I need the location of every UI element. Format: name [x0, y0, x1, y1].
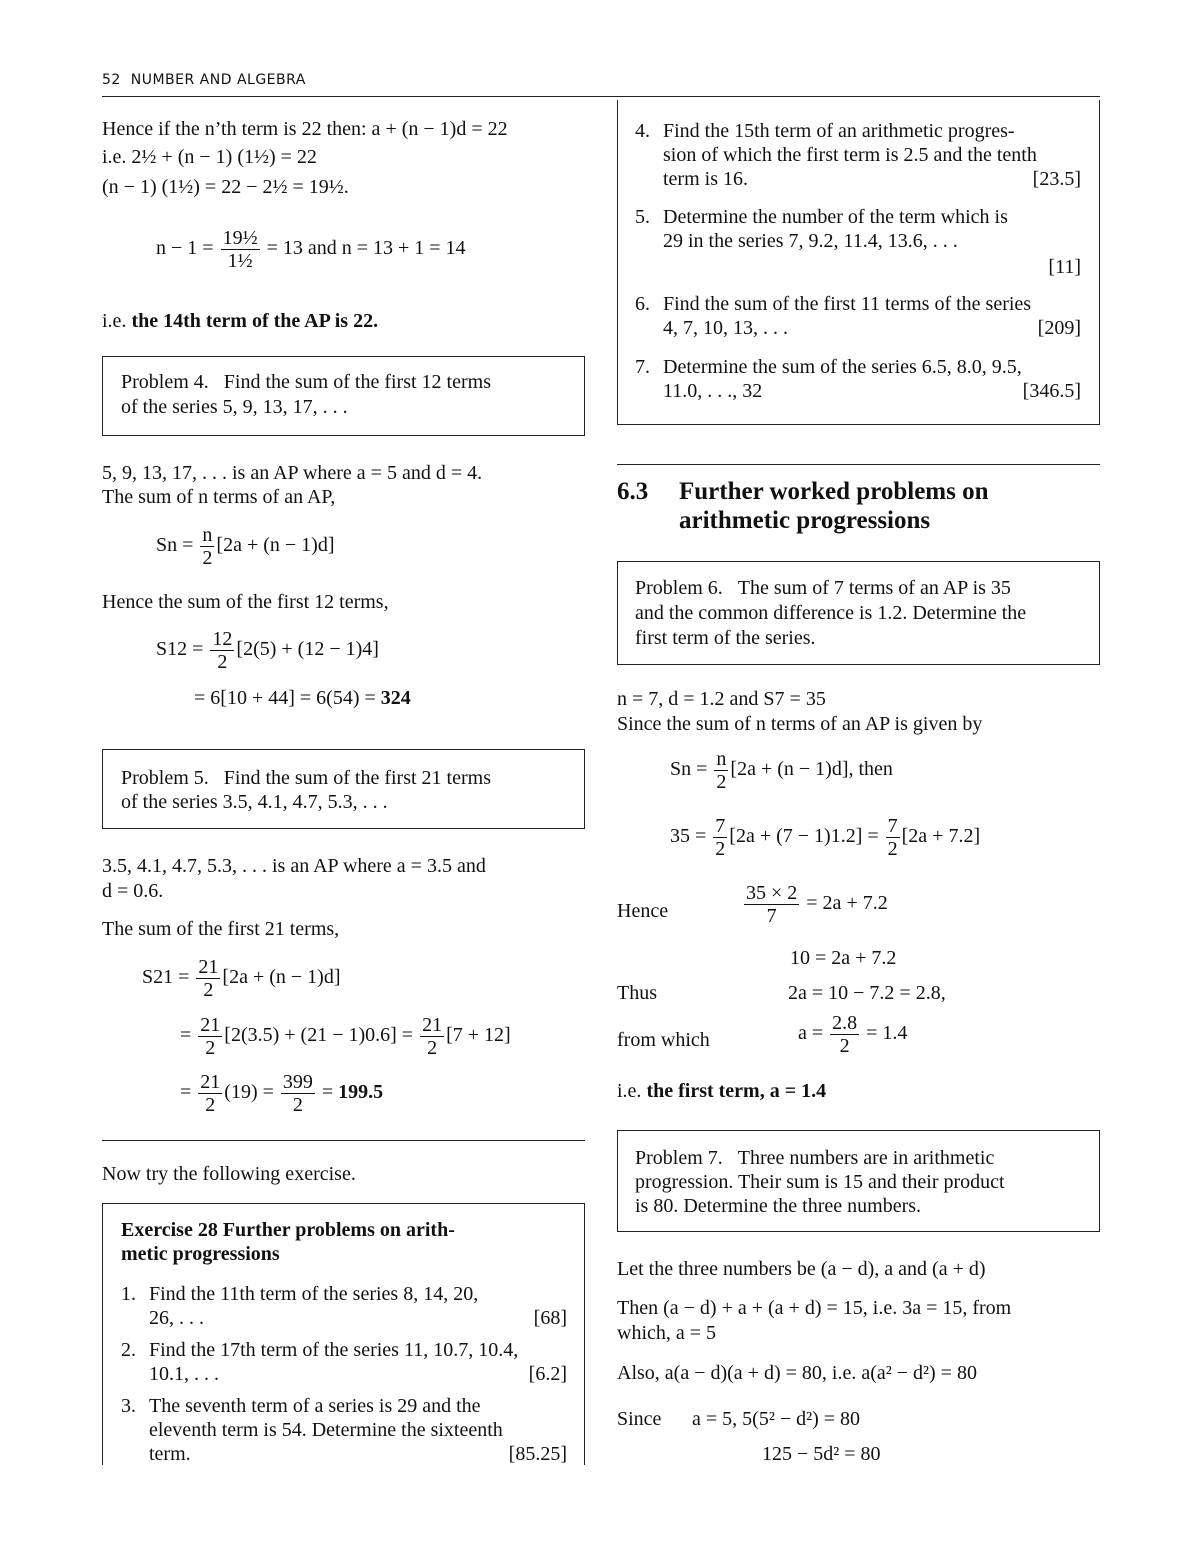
- conclusion: [102, 309, 378, 333]
- eq-right: = 2a + 7.2: [806, 892, 888, 915]
- denominator: 7: [766, 905, 777, 927]
- eq-left: 35 =: [670, 825, 707, 848]
- section-title: arithmetic progressions: [679, 507, 931, 534]
- fraction: [420, 1014, 444, 1059]
- denominator: 2: [716, 771, 727, 793]
- text-line: i.e. 2½ + (n − 1) (1½) = 22: [102, 146, 317, 168]
- fraction: [830, 1012, 859, 1057]
- label-hence: Hence: [617, 900, 669, 922]
- item-answer: [11]: [1048, 256, 1081, 278]
- denominator: 2: [839, 1035, 850, 1057]
- chapter-title: NUMBER AND ALGEBRA: [130, 72, 306, 88]
- equation: [798, 1012, 907, 1057]
- numerator: 35 × 2: [746, 882, 798, 904]
- item-text: Determine the sum of the series 6.5, 8.0, 9.5,: [663, 356, 1022, 378]
- equation: [742, 882, 888, 927]
- text-line: Then (a − d) + a + (a + d) = 15, i.e. 3a = 15, from: [617, 1297, 1012, 1319]
- equation: a = 5, 5(5² − d²) = 80: [692, 1408, 861, 1430]
- conclusion-prefix: i.e.: [102, 310, 132, 332]
- label-thus: Thus: [617, 982, 657, 1004]
- section-rule: [102, 1140, 585, 1141]
- section-heading: [617, 477, 648, 506]
- item-text: 26, . . .: [149, 1307, 204, 1329]
- item-text: Determine the number of the term which is: [663, 206, 1008, 228]
- eq-mid: (19) =: [224, 1081, 274, 1104]
- numerator: n: [202, 524, 213, 546]
- numerator: 21: [198, 956, 219, 978]
- item-text: eleventh term is 54. Determine the sixteenth: [149, 1419, 503, 1441]
- text-line: Also, a(a − d)(a + d) = 80, i.e. a(a² − d²) = 80: [617, 1362, 977, 1384]
- item-answer: [6.2]: [528, 1363, 567, 1385]
- exercise-title: metic progressions: [121, 1243, 280, 1265]
- eq-left: S12 =: [156, 638, 204, 661]
- problem-line: and the common difference is 1.2. Determine the: [635, 602, 1027, 624]
- numerator: 19½: [222, 227, 258, 249]
- equation: 2a = 10 − 7.2 = 2.8,: [788, 982, 946, 1004]
- page-header: [102, 68, 306, 92]
- exercise-item: [635, 119, 1081, 193]
- conclusion-bold: the 14th term of the AP is 22.: [131, 310, 379, 332]
- fraction: [210, 628, 234, 673]
- exercise-item: [635, 292, 1081, 342]
- text-line: which, a = 5: [617, 1322, 717, 1344]
- eq-sign: =: [321, 1081, 339, 1104]
- exercise-28-continued-box: [617, 100, 1100, 425]
- section-title: Further worked problems on: [679, 478, 989, 505]
- text-line: The sum of n terms of an AP,: [102, 486, 336, 508]
- fraction: [744, 882, 799, 927]
- eq-mid: [2a + (7 − 1)1.2] =: [729, 825, 879, 848]
- eq-right: = 1.4: [866, 1022, 908, 1045]
- eq-right: [2(5) + (12 − 1)4]: [236, 638, 379, 661]
- section-rule: [617, 464, 1100, 465]
- eq-left: S21 =: [142, 966, 190, 989]
- problem-4-box: [102, 356, 585, 436]
- denominator: 2: [427, 1037, 438, 1059]
- item-text: Find the sum of the first 11 terms of the series: [663, 293, 1032, 315]
- text-line: n = 7, d = 1.2 and S7 = 35: [617, 688, 826, 710]
- item-text: term is 16.: [663, 168, 748, 190]
- exercise-item: [121, 1338, 567, 1388]
- label-since: Since: [617, 1408, 662, 1430]
- numerator: n: [716, 748, 727, 770]
- item-number: 3.: [121, 1395, 136, 1417]
- problem-7-box: [617, 1130, 1100, 1232]
- conclusion: [617, 1079, 826, 1103]
- exercise-item: [635, 355, 1081, 405]
- item-text: sion of which the first term is 2.5 and the tenth: [663, 144, 1037, 166]
- numerator: 2.8: [832, 1012, 858, 1034]
- item-text: Find the 11th term of the series 8, 14, 20,: [149, 1283, 479, 1305]
- equation: [194, 686, 411, 710]
- eq-sign: =: [180, 1024, 192, 1047]
- conclusion-prefix: i.e.: [617, 1080, 647, 1102]
- problem-line: [121, 766, 491, 790]
- item-number: 7.: [635, 356, 650, 378]
- eq-right: [2a + (n − 1)d]: [222, 966, 341, 989]
- problem-line: [635, 576, 1011, 600]
- problem-text: Find the sum of the first 21 terms: [223, 767, 491, 789]
- exercise-title: Exercise 28 Further problems on arith-: [121, 1219, 455, 1241]
- numerator: 21: [200, 1071, 221, 1093]
- answer: 324: [380, 687, 411, 709]
- denominator: 2: [203, 979, 214, 1001]
- equation: [670, 815, 980, 860]
- problem-line: is 80. Determine the three numbers.: [635, 1195, 922, 1217]
- problem-line: progression. Their sum is 15 and their product: [635, 1171, 1005, 1193]
- text-line: 3.5, 4.1, 4.7, 5.3, . . . is an AP where a = 3.5 and: [102, 855, 486, 877]
- label-from-which: from which: [617, 1029, 710, 1051]
- item-text: 29 in the series 7, 9.2, 11.4, 13.6, . . .: [663, 230, 958, 252]
- text-line: (n − 1) (1½) = 22 − 2½ = 19½.: [102, 176, 349, 198]
- eq-mid: [2(3.5) + (21 − 1)0.6] =: [224, 1024, 414, 1047]
- fraction: [221, 227, 260, 272]
- eq-left: a =: [798, 1022, 824, 1045]
- item-number: 2.: [121, 1339, 136, 1361]
- problem-text: Find the sum of the first 12 terms: [223, 371, 491, 393]
- equation: [156, 227, 466, 272]
- exercise-item: [121, 1282, 567, 1332]
- item-answer: [85.25]: [508, 1443, 567, 1465]
- equation: [156, 628, 379, 673]
- item-text: term.: [149, 1443, 191, 1465]
- denominator: 1½: [227, 250, 253, 272]
- text-line: d = 0.6.: [102, 880, 164, 902]
- eq-right: [2a + (n − 1)d]: [216, 534, 335, 557]
- fraction: [714, 748, 728, 793]
- item-text: Find the 17th term of the series 11, 10.7, 10.4,: [149, 1339, 519, 1361]
- problem-title: Problem 6.: [635, 577, 723, 599]
- equation: [156, 524, 334, 569]
- equation: [142, 956, 340, 1001]
- item-answer: [23.5]: [1032, 168, 1081, 190]
- problem-line: [635, 1146, 994, 1170]
- problem-line: of the series 5, 9, 13, 17, . . .: [121, 396, 348, 418]
- page-number: 52: [102, 72, 121, 88]
- numerator: 399: [282, 1071, 313, 1093]
- denominator: 2: [217, 651, 228, 673]
- item-answer: [68]: [533, 1307, 567, 1329]
- problem-title: Problem 5.: [121, 767, 209, 789]
- fraction: [281, 1071, 315, 1116]
- fraction: [198, 1014, 222, 1059]
- problem-text: Three numbers are in arithmetic: [737, 1147, 995, 1169]
- text-line: Since the sum of n terms of an AP is given by: [617, 713, 983, 735]
- denominator: 2: [292, 1094, 303, 1116]
- answer: 199.5: [338, 1081, 384, 1104]
- text-line: Now try the following exercise.: [102, 1163, 356, 1185]
- item-number: 6.: [635, 293, 650, 315]
- fraction: [886, 815, 900, 860]
- item-text: The seventh term of a series is 29 and the: [149, 1395, 481, 1417]
- item-number: 5.: [635, 206, 650, 228]
- fraction: [713, 815, 727, 860]
- fraction: [196, 956, 220, 1001]
- item-answer: [346.5]: [1022, 380, 1081, 402]
- text-line: Let the three numbers be (a − d), a and (a + d): [617, 1258, 986, 1280]
- eq-sign: =: [180, 1081, 192, 1104]
- text-line: Hence the sum of the first 12 terms,: [102, 591, 389, 613]
- exercise-item: [121, 1394, 567, 1468]
- numerator: 7: [715, 815, 726, 837]
- eq-right: = 13 and n = 13 + 1 = 14: [266, 237, 466, 260]
- denominator: 2: [205, 1094, 216, 1116]
- item-answer: [209]: [1037, 317, 1081, 339]
- equation: [180, 1071, 383, 1116]
- numerator: 21: [422, 1014, 443, 1036]
- denominator: 2: [205, 1037, 216, 1059]
- equation: 10 = 2a + 7.2: [790, 947, 897, 969]
- eq-right: [2a + (n − 1)d], then: [730, 758, 893, 781]
- denominator: 2: [887, 838, 898, 860]
- eq-left: Sn =: [670, 758, 708, 781]
- problem-line: first term of the series.: [635, 627, 816, 649]
- conclusion-bold: the first term, a = 1.4: [646, 1080, 827, 1102]
- equation: [180, 1014, 511, 1059]
- problem-line: of the series 3.5, 4.1, 4.7, 5.3, . . .: [121, 791, 388, 813]
- item-number: 4.: [635, 120, 650, 142]
- eq-left: n − 1 =: [156, 237, 214, 260]
- exercise-28-box: [102, 1203, 585, 1465]
- numerator: 21: [200, 1014, 221, 1036]
- eq-left: Sn =: [156, 534, 194, 557]
- problem-title: Problem 7.: [635, 1147, 723, 1169]
- numerator: 7: [887, 815, 898, 837]
- equation: 125 − 5d² = 80: [762, 1443, 881, 1465]
- fraction: [198, 1071, 222, 1116]
- problem-6-box: [617, 561, 1100, 665]
- problem-5-box: [102, 749, 585, 829]
- eq-right: [2a + 7.2]: [901, 825, 981, 848]
- problem-line: [121, 370, 491, 394]
- exercise-item: [635, 205, 1081, 279]
- denominator: 2: [715, 838, 726, 860]
- problem-title: Problem 4.: [121, 371, 209, 393]
- section-number: 6.3: [617, 478, 649, 505]
- item-text: 11.0, . . ., 32: [663, 380, 763, 402]
- denominator: 2: [202, 547, 213, 569]
- equation: [670, 748, 893, 793]
- eq-right: [7 + 12]: [446, 1024, 511, 1047]
- fraction: [200, 524, 214, 569]
- eq-text: = 6[10 + 44] = 6(54) =: [194, 687, 381, 709]
- text-line: 5, 9, 13, 17, . . . is an AP where a = 5 and d = 4.: [102, 462, 483, 484]
- header-rule: [102, 96, 1100, 97]
- item-number: 1.: [121, 1283, 136, 1305]
- numerator: 12: [212, 628, 233, 650]
- text-line: The sum of the first 21 terms,: [102, 918, 340, 940]
- item-text: 4, 7, 10, 13, . . .: [663, 317, 788, 339]
- item-text: Find the 15th term of an arithmetic progres-: [663, 120, 1015, 142]
- text-line: Hence if the n’th term is 22 then: a + (n − 1)d = 22: [102, 118, 508, 140]
- item-text: 10.1, . . .: [149, 1363, 219, 1385]
- problem-text: The sum of 7 terms of an AP is 35: [737, 577, 1011, 599]
